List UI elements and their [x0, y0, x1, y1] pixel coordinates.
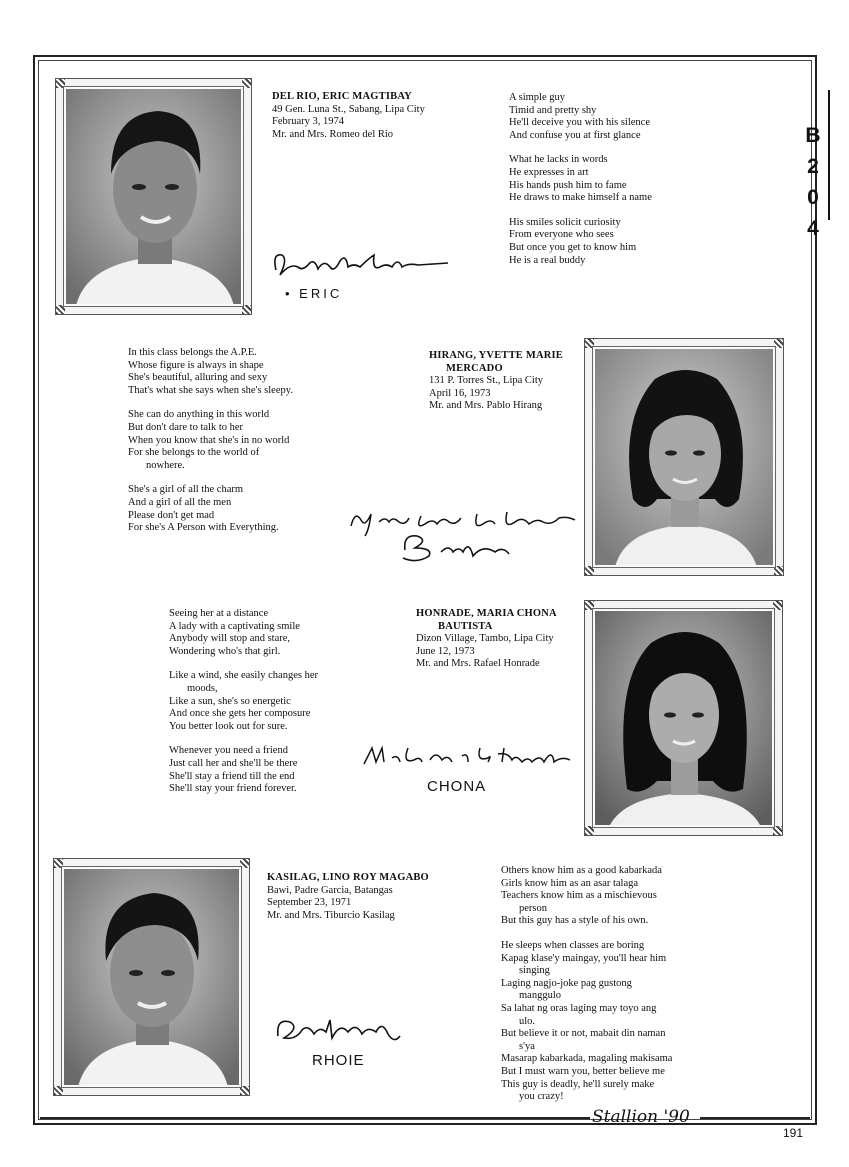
student-info [416, 608, 557, 671]
poem-line: But believe it or not, mabait din naman [501, 1028, 666, 1040]
poem-line: Anybody will stop and stare, [169, 633, 291, 645]
student-info [272, 91, 425, 141]
student-poem [169, 608, 318, 808]
poem-line: Masarap kabarkada, magaling makisama [501, 1053, 673, 1065]
student-name: HIRANG, YVETTE MARIE [429, 350, 563, 361]
student-nickname: CHONA [427, 778, 487, 795]
poem-line: Timid and pretty shy [509, 104, 597, 116]
poem-line: But this guy has a style of his own. [501, 915, 649, 927]
poem-line: From everyone who sees [509, 229, 614, 241]
poem-line: He'll deceive you with his silence [509, 117, 650, 129]
student-name-continued: MERCADO [446, 362, 503, 374]
student-photo [595, 349, 773, 565]
student-info [267, 872, 429, 922]
student-poem [128, 347, 293, 547]
student-parents: Mr. and Mrs. Rafael Honrade [416, 658, 540, 670]
student-photo-frame [53, 858, 250, 1096]
poem-line: A simple guy [509, 92, 566, 103]
student-address: 131 P. Torres St., Lipa City [429, 375, 543, 387]
poem-line: But I must warn you, better believe me [501, 1065, 665, 1077]
poem-line: You better look out for sure. [169, 720, 288, 732]
poem-line: s'ya [519, 1040, 535, 1052]
student-nickname: • ERIC [285, 286, 343, 301]
student-address: Dizon Village, Tambo, Lipa City [416, 633, 554, 645]
poem-line: Like a sun, she's so energetic [169, 695, 291, 707]
student-poem [501, 865, 672, 1116]
poem-line: Whenever you need a friend [169, 745, 288, 757]
poem-line: Please don't get mad [128, 509, 215, 521]
poem-line: you crazy! [519, 1091, 564, 1103]
poem-line: But once you get to know him [509, 241, 637, 253]
section-divider [828, 90, 830, 220]
poem-line: moods, [187, 682, 218, 694]
poem-line: In this class belongs the A.P.E. [128, 347, 257, 358]
poem-line: Girls know him as an asar talaga [501, 877, 639, 889]
section-code [803, 120, 823, 244]
poem-line: Teachers know him as a mischievous [501, 890, 657, 902]
student-nickname: RHOIE [312, 1052, 365, 1069]
student-name: KASILAG, LINO ROY MAGABO [267, 872, 429, 883]
poem-line: What he lacks in words [509, 154, 608, 166]
poem-line: She'll stay your friend forever. [169, 783, 297, 795]
student-photo-frame [55, 78, 252, 315]
student-parents: Mr. and Mrs. Tiburcio Kasilag [267, 909, 395, 921]
student-birthdate: February 3, 1974 [272, 116, 345, 128]
student-birthdate: September 23, 1971 [267, 897, 352, 909]
student-name-continued: BAUTISTA [438, 620, 493, 632]
poem-line: He expresses in art [509, 166, 589, 178]
poem-line: She can do anything in this world [128, 409, 270, 421]
student-birthdate: June 12, 1973 [416, 645, 475, 657]
signature [268, 245, 458, 285]
footer-rule-left [40, 1117, 590, 1119]
page-number: 191 [783, 1126, 804, 1140]
poem-line: manggulo [519, 990, 561, 1002]
poem-line: He is a real buddy [509, 254, 586, 266]
poem-line: She's beautiful, alluring and sexy [128, 372, 268, 384]
poem-line: ulo. [519, 1015, 536, 1027]
student-photo [64, 869, 239, 1085]
poem-line: Seeing her at a distance [169, 608, 269, 619]
section-char: 2 [807, 155, 819, 178]
student-name: HONRADE, MARIA CHONA [416, 608, 557, 619]
poem-line: She'll stay a friend till the end [169, 770, 295, 782]
poem-line: Kapag klase'y maingay, you'll hear him [501, 952, 667, 964]
section-char: 0 [807, 186, 819, 209]
student-address: Bawi, Padre Garcia, Batangas [267, 884, 393, 896]
student-parents: Mr. and Mrs. Pablo Hirang [429, 400, 543, 412]
poem-line: Like a wind, she easily changes her [169, 670, 318, 682]
section-char: 4 [807, 217, 819, 240]
student-photo [595, 611, 772, 825]
poem-line: But don't dare to talk to her [128, 421, 244, 433]
poem-line: He sleeps when classes are boring [501, 939, 645, 951]
poem-line: And once she gets her composure [169, 708, 311, 720]
poem-line: A lady with a captivating smile [169, 620, 300, 632]
poem-line: His smiles solicit curiosity [509, 216, 621, 228]
poem-line: Others know him as a good kabarkada [501, 865, 662, 876]
poem-line: He draws to make himself a name [509, 192, 652, 204]
section-char: B [805, 124, 821, 147]
student-poem [509, 92, 652, 279]
student-birthdate: April 16, 1973 [429, 387, 491, 399]
poem-line: When you know that she's in no world [128, 434, 290, 446]
poem-line: singing [519, 965, 550, 977]
poem-line: For she's A Person with Everything. [128, 522, 279, 534]
student-name: DEL RIO, ERIC MAGTIBAY [272, 91, 412, 102]
poem-line: nowhere. [146, 459, 185, 471]
poem-line: And a girl of all the men [128, 496, 232, 508]
footer-rule-right [700, 1117, 810, 1119]
poem-line: Wondering who's that girl. [169, 645, 281, 657]
poem-line: And confuse you at first glance [509, 129, 641, 141]
student-address: 49 Gen. Luna St., Sabang, Lipa City [272, 103, 425, 115]
poem-line: She's a girl of all the charm [128, 484, 244, 496]
poem-line: person [519, 902, 547, 914]
student-photo [66, 89, 241, 304]
poem-line: His hands push him to fame [509, 179, 627, 191]
poem-line: Whose figure is always in shape [128, 359, 264, 371]
poem-line: For she belongs to the world of [128, 447, 260, 459]
poem-line: Laging nagjo-joke pag gustong [501, 977, 632, 989]
student-info [429, 350, 563, 413]
student-parents: Mr. and Mrs. Romeo del Rio [272, 128, 394, 140]
poem-line: Sa lahat ng oras laging may toyo ang [501, 1002, 657, 1014]
signature [345, 496, 585, 566]
student-photo-frame [584, 338, 784, 576]
poem-line: This guy is deadly, he'll surely make [501, 1078, 655, 1090]
signature [270, 1008, 410, 1054]
poem-line: Just call her and she'll be there [169, 757, 298, 769]
poem-line: That's what she says when she's sleepy. [128, 384, 293, 396]
yearbook-title: Stallion '90 [592, 1107, 690, 1127]
signature [358, 740, 583, 772]
student-photo-frame [584, 600, 783, 836]
